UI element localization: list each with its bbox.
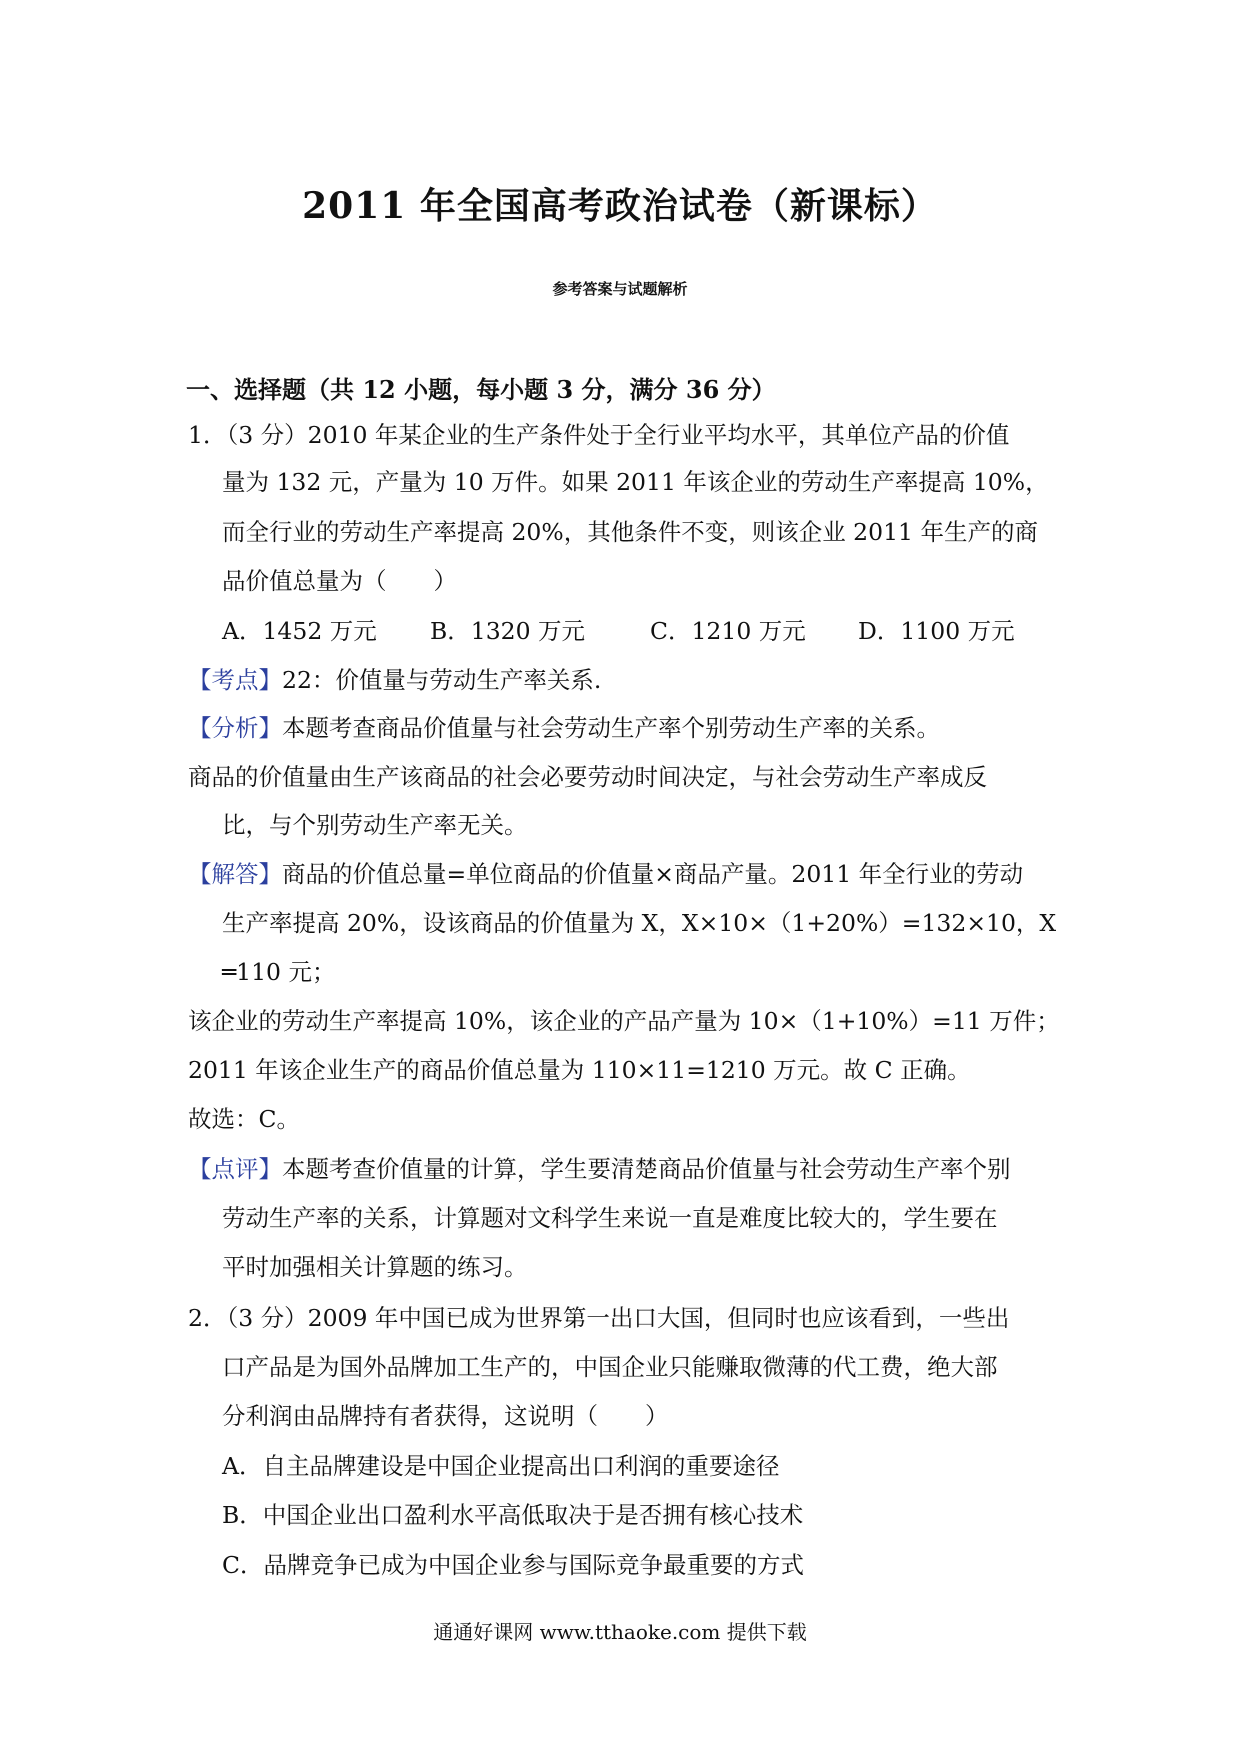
fenxi-line	[188, 713, 940, 743]
fenxi-text: 本题考查商品价值量与社会劳动生产率个别劳动生产率的关系。	[282, 714, 940, 742]
jieda-body-line: 该企业的劳动生产率提高 10%，该企业的产品产量为 10×（1+10%）=11 万件；	[188, 1007, 1060, 1035]
option-c: C．品牌竞争已成为中国企业参与国际竞争最重要的方式	[222, 1551, 804, 1579]
kaodian-tag: 【考点】	[188, 666, 282, 694]
page-title: 2011 年全国高考政治试卷（新课标）	[302, 185, 938, 227]
option-a: A．自主品牌建设是中国企业提高出口利润的重要途径	[222, 1452, 780, 1480]
jieda-line	[188, 859, 1023, 889]
question-1-line: 量为 132 元，产量为 10 万件。如果 2011 年该企业的劳动生产率提高 10%，	[222, 468, 1049, 496]
dianping-body-line: 劳动生产率的关系，计算题对文科学生来说一直是难度比较大的，学生要在	[222, 1204, 998, 1232]
fenxi-body-line: 比，与个别劳动生产率无关。	[222, 811, 528, 839]
option-b: B．中国企业出口盈利水平高低取决于是否拥有核心技术	[222, 1501, 804, 1529]
option-a: A．1452 万元	[222, 617, 377, 645]
fenxi-tag: 【分析】	[188, 714, 282, 742]
jieda-body-line: 故选：C。	[188, 1105, 300, 1133]
question-2-line: 2．（3 分）2009 年中国已成为世界第一出口大国，但同时也应该看到，一些出	[188, 1304, 1010, 1332]
jieda-body-line: 生产率提高 20%，设该商品的价值量为 X，X×10×（1+20%）=132×10，X	[222, 909, 1057, 937]
jieda-tag: 【解答】	[188, 860, 282, 888]
dianping-body-line: 平时加强相关计算题的练习。	[222, 1253, 528, 1281]
question-2-line: 分利润由品牌持有者获得，这说明（ ）	[222, 1402, 669, 1430]
dianping-line	[188, 1154, 1011, 1184]
fenxi-body-line: 商品的价值量由生产该商品的社会必要劳动时间决定，与社会劳动生产率成反	[188, 763, 987, 791]
jieda-body-line: 2011 年该企业生产的商品价值总量为 110×11=1210 万元。故 C 正确。	[188, 1056, 971, 1084]
kaodian-text: 22：价值量与劳动生产率关系.	[282, 666, 602, 694]
option-d: D．1100 万元	[858, 617, 1015, 645]
jieda-text: 商品的价值总量=单位商品的价值量×商品产量。2011 年全行业的劳动	[282, 860, 1024, 888]
option-b: B．1320 万元	[430, 617, 586, 645]
option-c: C．1210 万元	[650, 617, 806, 645]
question-1-line: 品价值总量为（ ）	[222, 567, 457, 595]
page-footer: 通通好课网 www.tthaoke.com 提供下载	[433, 1620, 807, 1644]
question-2-line: 口产品是为国外品牌加工生产的，中国企业只能赚取微薄的代工费，绝大部	[222, 1353, 998, 1381]
dianping-text: 本题考查价值量的计算，学生要清楚商品价值量与社会劳动生产率个别	[282, 1155, 1011, 1183]
section-heading: 一、选择题（共 12 小题，每小题 3 分，满分 36 分）	[186, 375, 776, 404]
jieda-body-line: ═110 元；	[222, 958, 336, 986]
dianping-tag: 【点评】	[188, 1155, 282, 1183]
kaodian-line	[188, 665, 601, 695]
page-subtitle: 参考答案与试题解析	[552, 280, 688, 298]
question-1-line: 1．（3 分）2010 年某企业的生产条件处于全行业平均水平，其单位产品的价值	[188, 421, 1010, 449]
question-1-line: 而全行业的劳动生产率提高 20%，其他条件不变，则该企业 2011 年生产的商	[222, 518, 1038, 546]
